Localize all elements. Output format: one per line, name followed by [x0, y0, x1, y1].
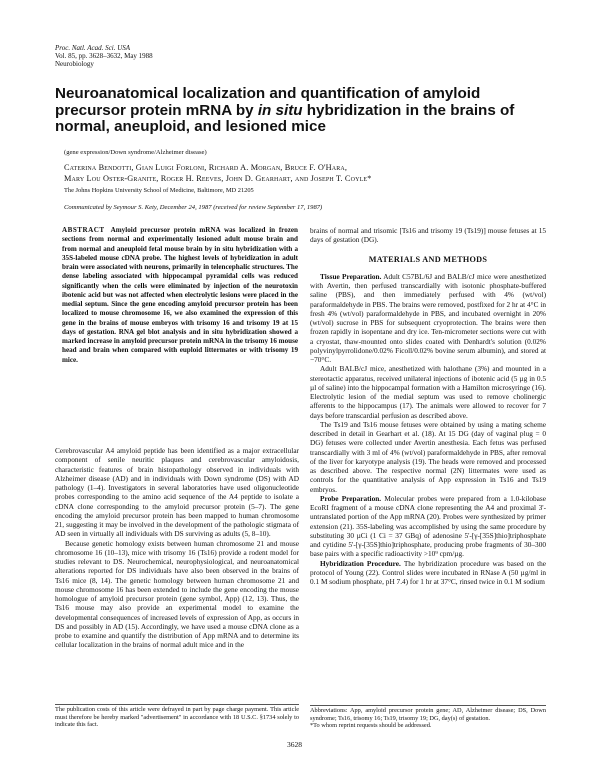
intro-paragraph-2: Because genetic homology exists between human chromosome 21 and mouse chromosome 16 (10–13), mice with trisomy 16 (Ts16) provide a rodent model for studies relevant to DS. Neurochemical, neurophysiological, and neuroanatomical alterations reported for DS individuals have also been observed in the brains of Ts16 mice (8, 14). The genetic homology between human chromosome 21 and mouse chromosome 16 has been extended to include the gene encoding the mouse homologue of amyloid precursor protein (gene symbol, App) (12, 13). Thus, the Ts16 mouse may also provide an experimental model to examine the developmental consequences of increased levels of expression of App, as occurs in DS and possibly in AD (15). Accordingly, we have used a mouse cDNA clone as a probe to examine and quantify the distribution of App mRNA and to determine its cellular localization in the brains of normal adult mice and in the: [55, 538, 299, 650]
journal-section: Neurobiology: [55, 60, 94, 68]
abstract-label: ABSTRACT: [62, 226, 105, 234]
abstract: [62, 226, 298, 365]
authors: [64, 163, 544, 184]
probe-prep-text: Molecular probes were prepared from a 1.0-kilobase EcoRI fragment of a mouse cDNA clone representing the A4 and proximal 3'-untranslated portion of the App mRNA (20). Probes were synthesized by primer extension (21). 35S-labeling was accomplished by using the same procedure by substituting 30 µCi (1 Ci = 37 GBq) of adenosine 5'-[γ-[35S]thio]triphosphate and cytidine 5'-[γ-[35S]thio]triphosphate, producing probe fragments of 30–300 base pairs with a specific radioactivity >10⁹ cpm/µg.: [310, 493, 547, 559]
communicated-by: Communicated by Seymour S. Kety, December 24, 1987 (received for review September 17, 1987): [64, 204, 323, 211]
authors-line2: Mary Lou Oster-Granite, Roger H. Reeves, John D. Gearhart, and Joseph T. Coyle*: [64, 173, 372, 183]
section-heading: MATERIALS AND METHODS: [368, 254, 488, 264]
tissue-preparation: [310, 272, 546, 365]
right-continuation: brains of normal and trisomic [Ts16 and trisomy 19 (Ts19)] mouse fetuses at 15 days of gestation (DG).: [310, 226, 546, 245]
ts-paragraph: The Ts19 and Ts16 mouse fetuses were obtained by using a mating scheme described in detail in Gearhart et al. (18). At 15 DG (day of vaginal plug = 0 DG) fetuses were collected under Avertin anesthesia. Each fetus was perfused transcardially with 3 ml of 4% (wt/vol) paraformaldehyde in PBS, after removal of the liver for karyotype analysis (19). The heads were removed and processed as described above. The respective normal (2N) littermates were used as controls for the quantitative analysis of App expression in Ts16 and Ts19 embryos.: [310, 419, 546, 494]
abstract-text: Amyloid precursor protein mRNA was localized in frozen sections from normal and experimentally lesioned adult mouse brain and from normal and aneuploid fetal mouse brain by in situ hybridization with a 35S-labeled mouse cDNA probe. The highest levels of hybridization in adult brain were associated with neurons, primarily in telencephalic structures. The dense labeling associated with hippocampal pyramidal cells was reduced significantly when the cells were eliminated by injection of the neurotoxin ibotenic acid but was not affected when electrolytic lesions were placed in the medial septum. Since the gene encoding amyloid precursor protein has been localized to mouse chromosome 16, we also examined the expression of this gene in the brains of mouse embryos with trisomy 16 and trisomy 19 at 15 days of gestation. RNA gel blot analysis and in situ hybridization showed a marked increase in amyloid precursor protein mRNA in the trisomy 16 mouse head and brain when compared with euploid littermates or with trisomy 19 mice.: [62, 226, 298, 364]
reprint-footnote: *To whom reprint requests should be addressed.: [310, 722, 432, 730]
hybridization-label: Hybridization Procedure.: [320, 558, 401, 568]
article-title: [55, 86, 555, 136]
journal-name: Proc. Natl. Acad. Sci. USA: [55, 44, 131, 52]
hybridization-procedure: [310, 559, 546, 587]
hybridization-text: The hybridization procedure was based on the protocol of Young (22). Control slides were incubated in RNase A (50 µg/ml in 0.1 M sodium phosphate, pH 7.4) for 1 hr at 37°C, rinsed twice in 0.1 M sodium: [310, 558, 546, 586]
journal-header: [55, 44, 153, 68]
journal-volume: Vol. 85, pp. 3628–3632, May 1988: [55, 52, 153, 60]
introduction: [55, 446, 299, 650]
title-italic: in situ: [257, 101, 303, 119]
authors-line1: Caterina Bendotti, Gian Luigi Forloni, Richard A. Morgan, Bruce F. O'Hara,: [64, 163, 348, 172]
probe-prep-label: Probe Preparation.: [320, 493, 382, 503]
balb-paragraph: Adult BALB/cJ mice, anesthetized with halothane (3%) and mounted in a stereotactic apparatus, received unilateral injections of ibotenic acid (5 µg in 0.5 µl of saline) into the hippocampal formation with a Hamilton microsyringe (16). Electrolytic lesion of the medial septum was used to remove cholinergic afferents to the hippocampus (17). The animals were allowed to recover for 7 days before transcardial perfusion as described above.: [310, 364, 546, 420]
footnote-left: The publication costs of this article were defrayed in part by page charge payment. This article must therefore be hereby marked "advertisement" in accordance with 18 U.S.C. §1734 solely to indicate this fact.: [55, 706, 299, 729]
title-part2: hybridization in the brains of normal, aneuploid, and lesioned mice: [55, 101, 515, 135]
page-number: 3628: [287, 740, 302, 749]
affiliation: The Johns Hopkins University School of Medicine, Baltimore, MD 21205: [64, 187, 254, 194]
footnote-rule-left: [55, 704, 299, 705]
title-part1: Neuroanatomical localization and quantification of amyloid precursor protein mRNA by: [55, 85, 481, 119]
tissue-prep-label: Tissue Preparation.: [320, 271, 382, 281]
right-column: [310, 226, 546, 586]
abbreviations-footnote: Abbreviations: App, amyloid precursor protein gene; AD, Alzheimer disease; DS, Down syndrome; Ts16, trisomy 16; Ts19, trisomy 19; DG, day(s) of gestation.: [310, 707, 546, 722]
probe-preparation: [310, 494, 546, 559]
tissue-prep-text: Adult C57BL/6J and BALB/cJ mice were anesthetized with Avertin, then perfused transcardially with isotonic phosphate-buffered saline (PBS), and then immediately perfused with 4% (wt/vol) paraformaldehyde in PBS. The brains were removed, postfixed for 2 hr at 4°C in fresh 4% (wt/vol) paraformaldehyde in PBS, and incubated overnight in 20% (wt/vol) sucrose in PBS for subsequent cryoprotection. The brains were then frozen rapidly in isopentane and dry ice. Ten-micrometer sections were cut with a cryostat, thaw-mounted onto slides coated with Denhardt's solution (0.02% polyvinylpyrrolidone/0.02% Ficoll/0.02% bovine serum albumin), and stored at −70°C.: [310, 271, 546, 364]
footnote-rule-right: [310, 705, 546, 706]
intro-paragraph-1: Cerebrovascular A4 amyloid peptide has been identified as a major extracellular component of senile neuritic plaques and cerebrovascular amyloidosis, characteristic features of brain histopathology observed in individuals with Alzheimer disease (AD) and in individuals with Down syndrome (DS) with AD pathology (1–4). Investigators in several laboratories have used oligonucleotide probes corresponding to the amino acid sequence of the A4 peptide to isolate a cDNA clone corresponding to the amyloid precursor protein (5–7). The gene encoding the amyloid precursor protein has been mapped to human chromosome 21, suggesting it may be involved in the development of the pathologic stigmata of AD seen in virtually all individuals with DS surviving as adults (5, 8–10).: [55, 446, 299, 539]
keywords: (gene expression/Down syndrome/Alzheimer disease): [64, 149, 207, 156]
footnote-right: [310, 707, 546, 730]
